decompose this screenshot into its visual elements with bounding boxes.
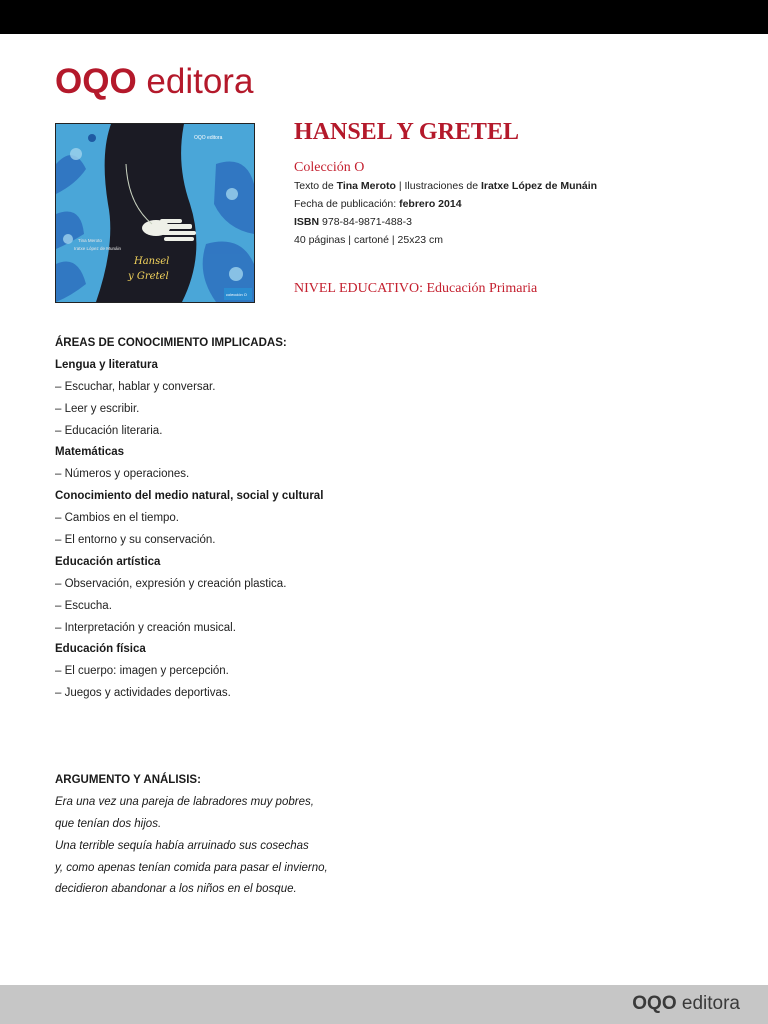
footer-bar [0, 985, 768, 1024]
book-cover-image [55, 123, 255, 303]
area-name: Lengua y literatura [55, 358, 158, 371]
education-level: NIVEL EDUCATIVO: Educación Primaria [294, 281, 538, 296]
argument-line: y, como apenas tenían comida para pasar el invierno, [55, 861, 328, 874]
area-item: – Leer y escribir. [55, 402, 140, 415]
pubdate-value: febrero 2014 [399, 198, 462, 210]
cover-title-line2: y Gretel [128, 271, 169, 282]
area-item: – El entorno y su conservación. [55, 534, 216, 547]
area-item: – Juegos y actividades deportivas. [55, 687, 231, 700]
area-item: – Interpretación y creación musical. [55, 621, 236, 634]
footer-logo-editora: editora [676, 993, 740, 1014]
collection-name: Colección O [294, 160, 365, 175]
area-name: Educación física [55, 643, 146, 656]
cover-title-line1: Hansel [134, 256, 170, 267]
argument-heading: ARGUMENTO Y ANÁLISIS: [55, 774, 201, 786]
pubdate-label: Fecha de publicación: [294, 198, 400, 210]
footer-logo-oqo: OQO [632, 993, 677, 1014]
isbn-value: 978-84-9871-488-3 [319, 216, 412, 228]
area-item: – Cambios en el tiempo. [55, 512, 180, 525]
argument-line: que tenían dos hijos. [55, 817, 162, 830]
book-title: HANSEL Y GRETEL [294, 119, 519, 145]
area-item: – Observación, expresión y creación plastica. [55, 577, 287, 590]
publication-date-line [294, 195, 754, 213]
publisher-logo [55, 62, 253, 102]
logo-oqo: OQO [55, 62, 137, 101]
argument-section [55, 770, 715, 901]
illustrator-name: Iratxe López de Munáin [480, 180, 598, 192]
cover-badge: colección O [226, 292, 247, 297]
illustrations-by-label: | Ilustraciones de [395, 180, 481, 192]
areas-heading: ÁREAS DE CONOCIMIENTO IMPLICADAS: [55, 337, 287, 349]
argument-line: Era una vez una pareja de labradores muy pobres, [55, 795, 314, 808]
area-item: – Números y operaciones. [55, 468, 190, 481]
knowledge-areas-section [55, 333, 715, 705]
area-item: – Educación literaria. [55, 424, 163, 437]
area-item: – El cuerpo: imagen y percepción. [55, 665, 229, 678]
isbn-label: ISBN [294, 216, 320, 228]
book-info [294, 117, 754, 298]
logo-editora: editora [136, 62, 254, 101]
text-by-label: Texto de [294, 180, 337, 192]
area-name: Matemáticas [55, 446, 125, 459]
area-item: – Escuchar, hablar y conversar. [55, 380, 216, 393]
cover-publisher: OQO editora [194, 135, 223, 141]
argument-line: decidieron abandonar a los niños en el bosque. [55, 883, 297, 896]
credits-line [294, 177, 754, 195]
footer-logo [632, 993, 740, 1015]
area-name: Conocimiento del medio natural, social y cultural [55, 490, 324, 503]
cover-illustrator: Iratxe López de Munáin [74, 246, 122, 251]
area-name: Educación artística [55, 555, 161, 568]
author-name: Tina Meroto [336, 180, 396, 192]
top-bar [0, 0, 768, 34]
argument-line: Una terrible sequía había arruinado sus cosechas [55, 839, 309, 852]
book-specs: 40 páginas | cartoné | 25x23 cm [294, 234, 444, 246]
area-item: – Escucha. [55, 599, 112, 612]
isbn-line [294, 213, 754, 231]
cover-author: Tina Meroto [78, 238, 102, 243]
